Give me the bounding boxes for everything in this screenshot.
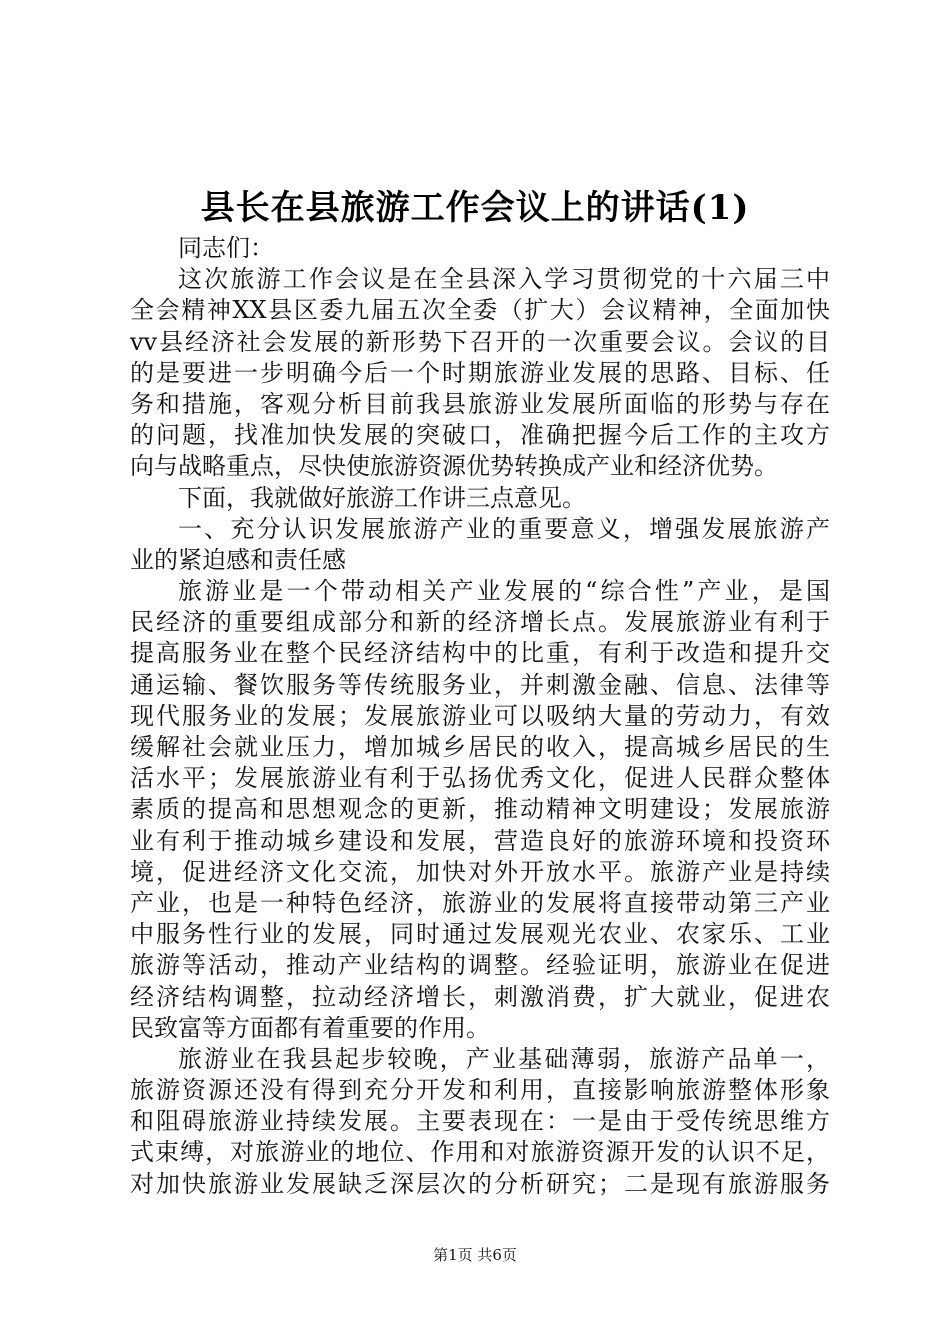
body-line: 现代服务业的发展；发展旅游业可以吸纳大量的劳动力，有效	[130, 701, 830, 730]
body-line: 产业，也是一种特色经济，旅游业的发展将直接带动第三产业	[130, 888, 830, 917]
body-line: 式束缚，对旅游业的地位、作用和对旅游资源开发的认识不足，	[130, 1138, 830, 1167]
body-line: 旅游业是一个带动相关产业发展的“综合性”产业，是国	[178, 577, 830, 606]
section-heading-line: 业的紧迫感和责任感	[130, 545, 346, 574]
body-line: 的问题，找准加快发展的突破口，准确把握今后工作的主攻方	[130, 421, 830, 450]
body-line: 活水平；发展旅游业有利于弘扬优秀文化，促进人民群众整体	[130, 764, 830, 793]
body-line: 旅游等活动，推动产业结构的调整。经验证明，旅游业在促进	[130, 951, 830, 980]
body-line: 中服务性行业的发展，同时通过发展观光农业、农家乐、工业	[130, 920, 830, 949]
body-line: 民经济的重要组成部分和新的经济增长点。发展旅游业有利于	[130, 608, 830, 637]
body-line: 下面，我就做好旅游工作讲三点意见。	[178, 483, 586, 512]
body-line: 这次旅游工作会议是在全县深入学习贯彻党的十六届三中	[178, 265, 830, 294]
document-body	[130, 233, 830, 1200]
body-line: 素质的提高和思想观念的更新，推动精神文明建设；发展旅游	[130, 795, 830, 824]
body-line: 对加快旅游业发展缺乏深层次的分析研究；二是现有旅游服务	[130, 1169, 830, 1198]
body-line: 业有利于推动城乡建设和发展，营造良好的旅游环境和投资环	[130, 826, 830, 855]
document-title: 县长在县旅游工作会议上的讲话(1)	[200, 188, 750, 228]
body-line: 通运输、餐饮服务等传统服务业，并刺激金融、信息、法律等	[130, 670, 830, 699]
body-line: 提高服务业在整个民经济结构中的比重，有利于改造和提升交	[130, 639, 830, 668]
body-line: 全会精神XX县区委九届五次全委（扩大）会议精神，全面加快	[130, 296, 830, 325]
body-line: 旅游业在我县起步较晚，产业基础薄弱，旅游产品单一，	[178, 1044, 830, 1073]
body-line: 的是要进一步明确今后一个时期旅游业发展的思路、目标、任	[130, 358, 830, 387]
body-line: 旅游资源还没有得到充分开发和利用，直接影响旅游整体形象	[130, 1076, 830, 1105]
page-footer: 第1页 共6页	[433, 1246, 517, 1264]
body-line: 经济结构调整，拉动经济增长，刺激消费，扩大就业，促进农	[130, 982, 830, 1011]
section-heading-line: 一、充分认识发展旅游产业的重要意义，增强发展旅游产	[178, 514, 830, 543]
body-line: 缓解社会就业压力，增加城乡居民的收入，提高城乡居民的生	[130, 733, 830, 761]
body-line: 务和措施，客观分析目前我县旅游业发展所面临的形势与存在	[130, 389, 830, 418]
body-line: vv县经济社会发展的新形势下召开的一次重要会议。会议的目	[130, 327, 830, 356]
body-line: 境，促进经济文化交流，加快对外开放水平。旅游产业是持续	[130, 857, 830, 886]
salutation-line: 同志们：	[178, 234, 274, 262]
body-line: 和阻碍旅游业持续发展。主要表现在：一是由于受传统思维方	[130, 1107, 830, 1136]
body-line: 向与战略重点，尽快使旅游资源优势转换成产业和经济优势。	[130, 452, 778, 481]
body-line: 民致富等方面都有着重要的作用。	[130, 1013, 490, 1042]
